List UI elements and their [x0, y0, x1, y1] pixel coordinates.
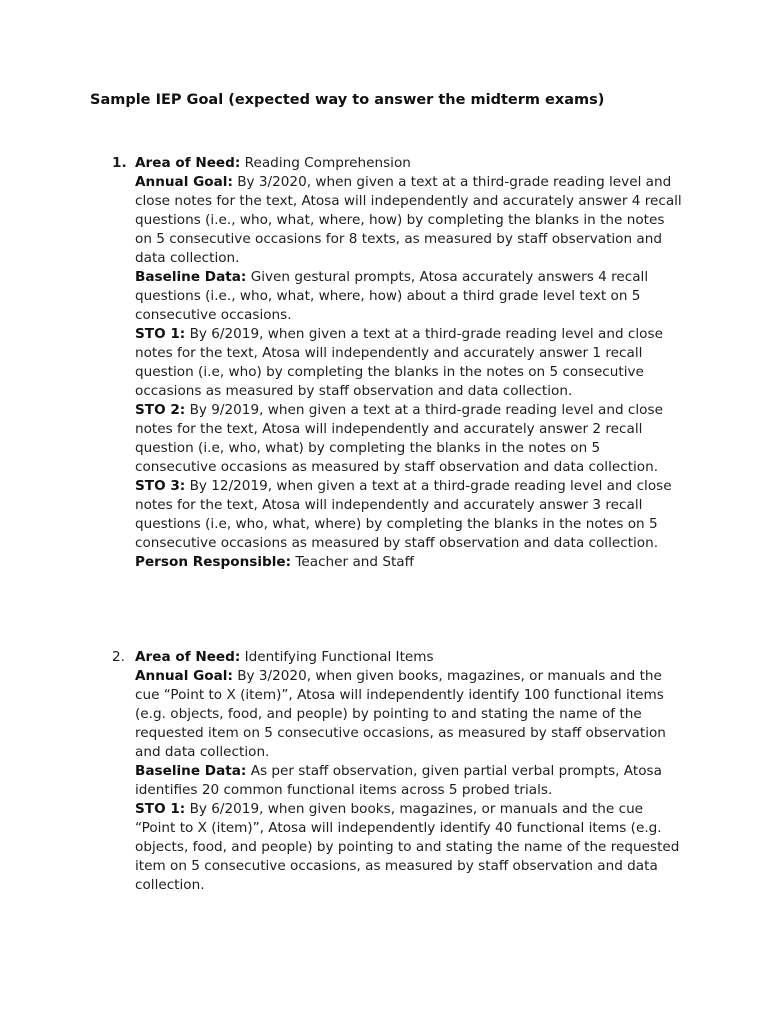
baseline-data-text: Given gestural prompts, Atosa accurately answers 4 recall questions (i.e., who, what, where, how) about a third grade level text on 5 consecutive occasions.	[135, 269, 649, 323]
document-title: Sample IEP Goal (expected way to answer the midterm exams)	[90, 92, 605, 108]
sto-1-text: By 6/2019, when given a text at a third-grade reading level and close notes for the text, Atosa will independently and accurately answer 1 recall question (i.e, who) by completing the blanks in the notes on 5 consecutive occasions as measured by staff observation and data collection.	[135, 326, 663, 399]
goal-1-sto-3	[135, 477, 682, 553]
goal-1-baseline-data	[135, 268, 682, 325]
annual-goal-text: By 3/2020, when given books, magazines, or manuals and the cue “Point to X (item)”, Atosa will independently identify 100 functional items (e.g. objects, food, and people) by pointing to and stating the name of the requested item on 5 consecutive occasions, as measured by staff observation and data collection.	[135, 668, 666, 760]
sto-1-label: STO 1:	[135, 326, 186, 342]
goal-2-annual-goal	[135, 667, 682, 762]
goal-2-body	[135, 667, 682, 895]
goal-1-person-responsible	[135, 553, 682, 572]
goal-1-heading	[112, 154, 682, 173]
goal-2-area-value: Identifying Functional Items	[244, 649, 434, 665]
goal-1-sto-2	[135, 401, 682, 477]
baseline-data-text: As per staff observation, given partial verbal prompts, Atosa identifies 20 common functional items across 5 probed trials.	[135, 763, 662, 798]
goal-1-area-label: Area of Need:	[135, 155, 241, 171]
goal-1	[112, 154, 682, 572]
goal-2-heading	[112, 648, 682, 667]
goal-2-number: 2.	[112, 649, 125, 665]
sto-1-text: By 6/2019, when given books, magazines, or manuals and the cue “Point to X (item)”, Atosa will independently identify 40 functional items (e.g. objects, food, and people) by pointing to and stating the name of the requested item on 5 consecutive occasions, as measured by staff observation and data collection.	[135, 801, 680, 893]
baseline-data-label: Baseline Data:	[135, 269, 247, 285]
sto-3-text: By 12/2019, when given a text at a third-grade reading level and close notes for the text, Atosa will independently and accurately answer 3 recall questions (i.e, who, what, where) by completing the blanks in the notes on 5 consecutive occasions as measured by staff observation and data collection.	[135, 478, 672, 551]
goal-1-annual-goal	[135, 173, 682, 268]
person-responsible-text: Teacher and Staff	[295, 554, 414, 570]
annual-goal-text: By 3/2020, when given a text at a third-grade reading level and close notes for the text, Atosa will independently and accurately answer 4 recall questions (i.e., who, what, where, how) by completing the blanks in the notes on 5 consecutive occasions for 8 texts, as measured by staff observation and data collection.	[135, 174, 682, 266]
goal-1-number: 1.	[112, 155, 127, 171]
goal-2-baseline-data	[135, 762, 682, 800]
annual-goal-label: Annual Goal:	[135, 668, 233, 684]
person-responsible-label: Person Responsible:	[135, 554, 292, 570]
baseline-data-label: Baseline Data:	[135, 763, 247, 779]
goal-2-sto-1	[135, 800, 682, 895]
annual-goal-label: Annual Goal:	[135, 174, 233, 190]
goal-2	[112, 648, 682, 895]
sto-1-label: STO 1:	[135, 801, 186, 817]
goal-2-area-label: Area of Need:	[135, 649, 241, 665]
sto-2-text: By 9/2019, when given a text at a third-grade reading level and close notes for the text, Atosa will independently and accurately answer 2 recall question (i.e, who, what) by completing the blanks in the notes on 5 consecutive occasions as measured by staff observation and data collection.	[135, 402, 663, 475]
goal-1-sto-1	[135, 325, 682, 401]
sto-3-label: STO 3:	[135, 478, 186, 494]
goal-1-body	[135, 173, 682, 572]
goal-1-area-value: Reading Comprehension	[244, 155, 411, 171]
sto-2-label: STO 2:	[135, 402, 186, 418]
